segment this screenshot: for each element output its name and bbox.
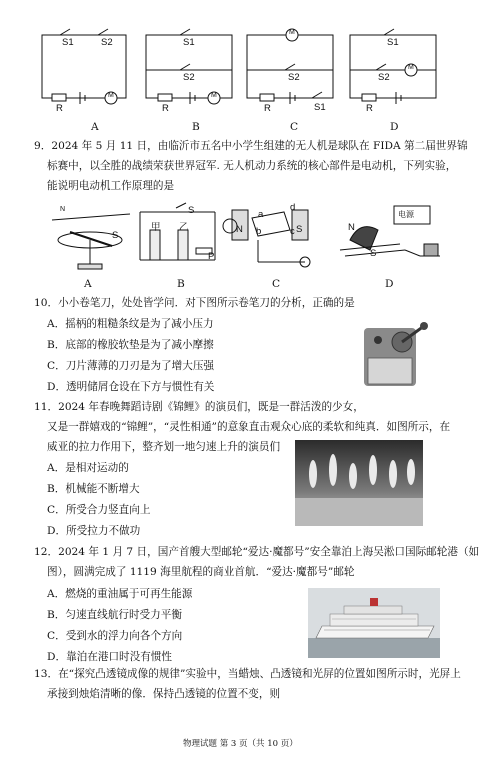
q11-option-a[interactable]: A．是相对运动的: [47, 462, 129, 474]
switch-label-s2: S2: [183, 72, 195, 83]
fig-b-label: S: [188, 205, 195, 216]
q9-stem-line3: 能说明电动机工作原理的是: [47, 180, 175, 192]
q10-option-c[interactable]: C．刀片薄薄的刀刃是为了增大压强: [47, 360, 215, 372]
switch-label-s2: S2: [288, 72, 300, 83]
fig-c-label: c: [290, 226, 295, 237]
q12-stem-line2: 图），圆满完成了 1119 海里航程的商业首航．“爱达·魔都号”邮轮: [47, 566, 355, 578]
pencil-sharpener-image: [356, 310, 432, 394]
fig-c-label: d: [290, 202, 296, 213]
circuit-option-c: C: [290, 121, 299, 133]
q10-option-a[interactable]: A．摇柄的粗糙条纹是为了减小压力: [47, 318, 214, 330]
q9-stem-line1: 9．2024 年 5 月 11 日，由临沂市五名中小学生组建的无人机是球队在 FIDA 第二届世界锦: [34, 140, 468, 152]
switch-label-s1: S1: [387, 37, 399, 48]
fig-c-label: a: [258, 209, 264, 220]
fig-b-label: 甲: [151, 222, 161, 233]
q10-option-b[interactable]: B．底部的橡胶软垫是为了减小摩擦: [47, 339, 214, 351]
fig-d-label: N: [348, 222, 355, 233]
circuit-option-a: A: [91, 121, 99, 133]
q10-stem: 10．小小卷笔刀，处处皆学问．对下图所示卷笔刀的分析，正确的是: [34, 297, 355, 309]
switch-label-s1: S1: [314, 102, 326, 113]
circuit-option-d: D: [390, 121, 399, 133]
motor-label: M: [289, 29, 295, 36]
q12-option-b[interactable]: B．匀速直线航行时受力平衡: [47, 609, 182, 621]
fig-c-label: b: [256, 226, 262, 237]
fig-a-label: N: [60, 206, 66, 213]
fig-a-label: S: [112, 230, 119, 241]
fig-option-b: B: [177, 278, 185, 290]
dancers-photo: [295, 440, 423, 526]
q11-option-c[interactable]: C．所受合力竖直向上: [47, 504, 151, 516]
q11-option-d[interactable]: D．所受拉力不做功: [47, 525, 141, 537]
resistor-label: R: [264, 103, 271, 114]
fig-b-label: P: [208, 251, 215, 262]
fig-d-label: S: [370, 248, 377, 259]
q13-stem-line1: 13．在“探究凸透镜成像的规律”实验中，当蜡烛、凸透镜和光屏的位置如图所示时，光屏上: [34, 668, 461, 680]
q13-stem-line2: 承接到烛焰清晰的像．保持凸透镜的位置不变，则: [47, 688, 281, 700]
switch-label-s2: S2: [378, 72, 390, 83]
page-footer: 物理试题 第 3 页（共 10 页）: [183, 739, 298, 749]
q11-option-b[interactable]: B．机械能不断增大: [47, 483, 140, 495]
q10-option-d[interactable]: D．透明储屑仓设在下方与惯性有关: [47, 381, 215, 393]
q12-option-d[interactable]: D．靠泊在港口时没有惯性: [47, 651, 173, 663]
q12-option-a[interactable]: A．燃烧的重油属于可再生能源: [47, 588, 193, 600]
q12-stem-line1: 12．2024 年 1 月 7 日，国产首艘大型邮轮“爱达·魔都号”安全靠泊上海吴淞口国际邮轮港（如: [34, 546, 480, 558]
switch-label-s1: S1: [62, 37, 74, 48]
resistor-label: R: [56, 103, 63, 114]
q12-option-c[interactable]: C．受到水的浮力向各个方向: [47, 630, 183, 642]
fig-option-a: A: [84, 278, 92, 290]
fig-d-label: 电源: [398, 210, 414, 219]
resistor-label: R: [366, 103, 373, 114]
q11-stem-line3: 威亚的拉力作用下，整齐划一地匀速上升的演员们: [47, 441, 281, 453]
q11-stem-line1: 11．2024 年春晚舞蹈诗剧《锦鲤》的演员们，既是一群活泼的少女，: [34, 401, 364, 413]
switch-label-s2: S2: [101, 37, 113, 48]
fig-option-d: D: [385, 278, 394, 290]
cruise-ship-photo: [308, 588, 440, 658]
fig-c-label: S: [296, 224, 303, 235]
resistor-label: R: [162, 103, 169, 114]
q9-stem-line2: 标赛中，以全胜的战绩荣获世界冠军. 无人机动力系统的核心部件是电动机，下列实验，: [47, 160, 457, 172]
fig-option-c: C: [272, 278, 281, 290]
motor-label: M: [211, 92, 217, 99]
switch-label-s1: S1: [183, 37, 195, 48]
motor-label: M: [108, 92, 114, 99]
q11-stem-line2: 又是一群嬉戏的“锦鲤”，“灵性相通”的意象直击观众心底的柔软和纯真．如图所示，在: [47, 421, 451, 433]
fig-b-label: 乙: [179, 222, 189, 233]
circuit-option-b: B: [192, 121, 200, 133]
motor-label: M: [408, 64, 414, 71]
fig-c-label: N: [236, 224, 243, 235]
